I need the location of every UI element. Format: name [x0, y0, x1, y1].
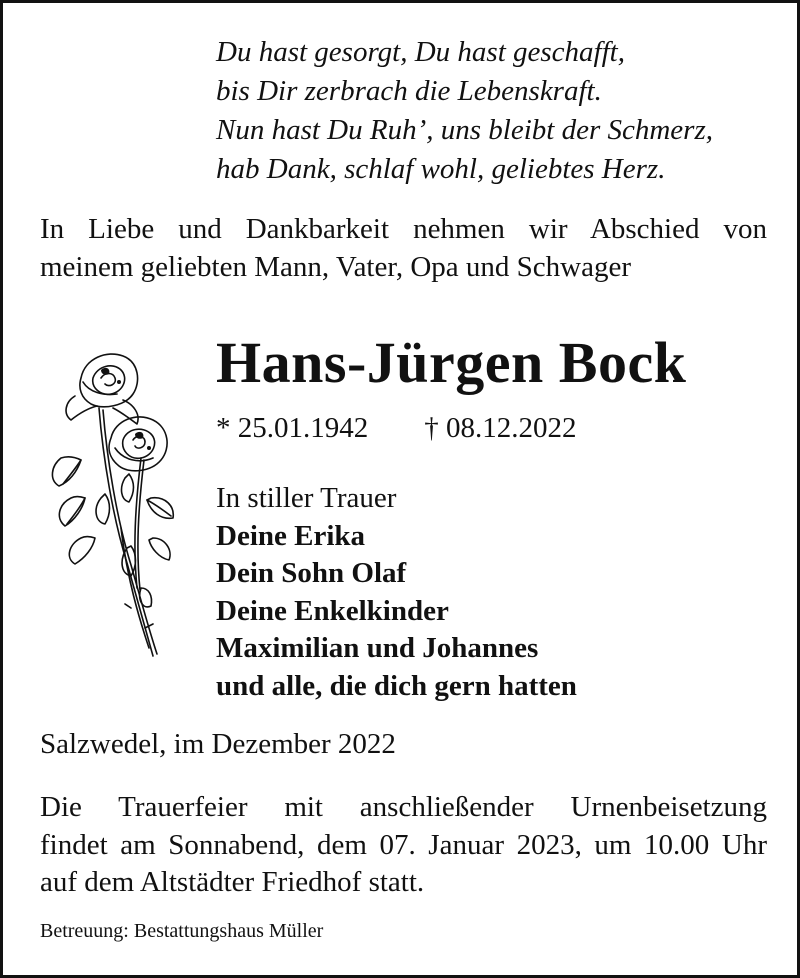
ceremony-line: findet am Sonnabend, dem 07. Januar 2023, um 10.00 Uhr [40, 828, 767, 861]
place-date: Salzwedel, im Dezember 2022 [40, 728, 396, 760]
poem-line: hab Dank, schlaf wohl, geliebtes Herz. [216, 153, 666, 185]
mourners-heading: In stiller Trauer [216, 482, 397, 514]
mourner-name: Deine Erika [216, 519, 366, 552]
life-dates [216, 410, 577, 446]
mourner-name: und alle, die dich gern hatten [216, 669, 577, 702]
deceased-name: Hans-Jürgen Bock [216, 330, 687, 395]
ceremony-line: auf dem Altstädter Friedhof statt. [40, 866, 425, 898]
poem [216, 33, 713, 189]
mourners [216, 480, 577, 705]
intro-line: In Liebe und Dankbarkeit nehmen wir Abschied von [40, 213, 767, 245]
ceremony-line: Die Trauerfeier mit anschließender Urnenbeisetzung [40, 791, 767, 823]
poem-line: Nun hast Du Ruh’, uns bleibt der Schmerz, [216, 114, 713, 146]
intro-text [40, 210, 767, 286]
poem-line: Du hast gesorgt, Du hast geschafft, [216, 36, 625, 68]
intro-line: meinem geliebten Mann, Vater, Opa und Schwager [40, 251, 632, 283]
ceremony-info [40, 789, 767, 902]
mourner-name: Deine Enkelkinder [216, 594, 449, 627]
birth-date: * 25.01.1942 [216, 412, 369, 444]
funeral-home-credit: Betreuung: Bestattungshaus Müller [40, 920, 324, 942]
mourner-name: Maximilian und Johannes [216, 632, 539, 664]
poem-line: bis Dir zerbrach die Lebenskraft. [216, 75, 602, 107]
rose-bouquet-icon [41, 348, 186, 663]
death-date: † 08.12.2022 [424, 412, 577, 444]
mourner-name: Dein Sohn Olaf [216, 557, 407, 589]
